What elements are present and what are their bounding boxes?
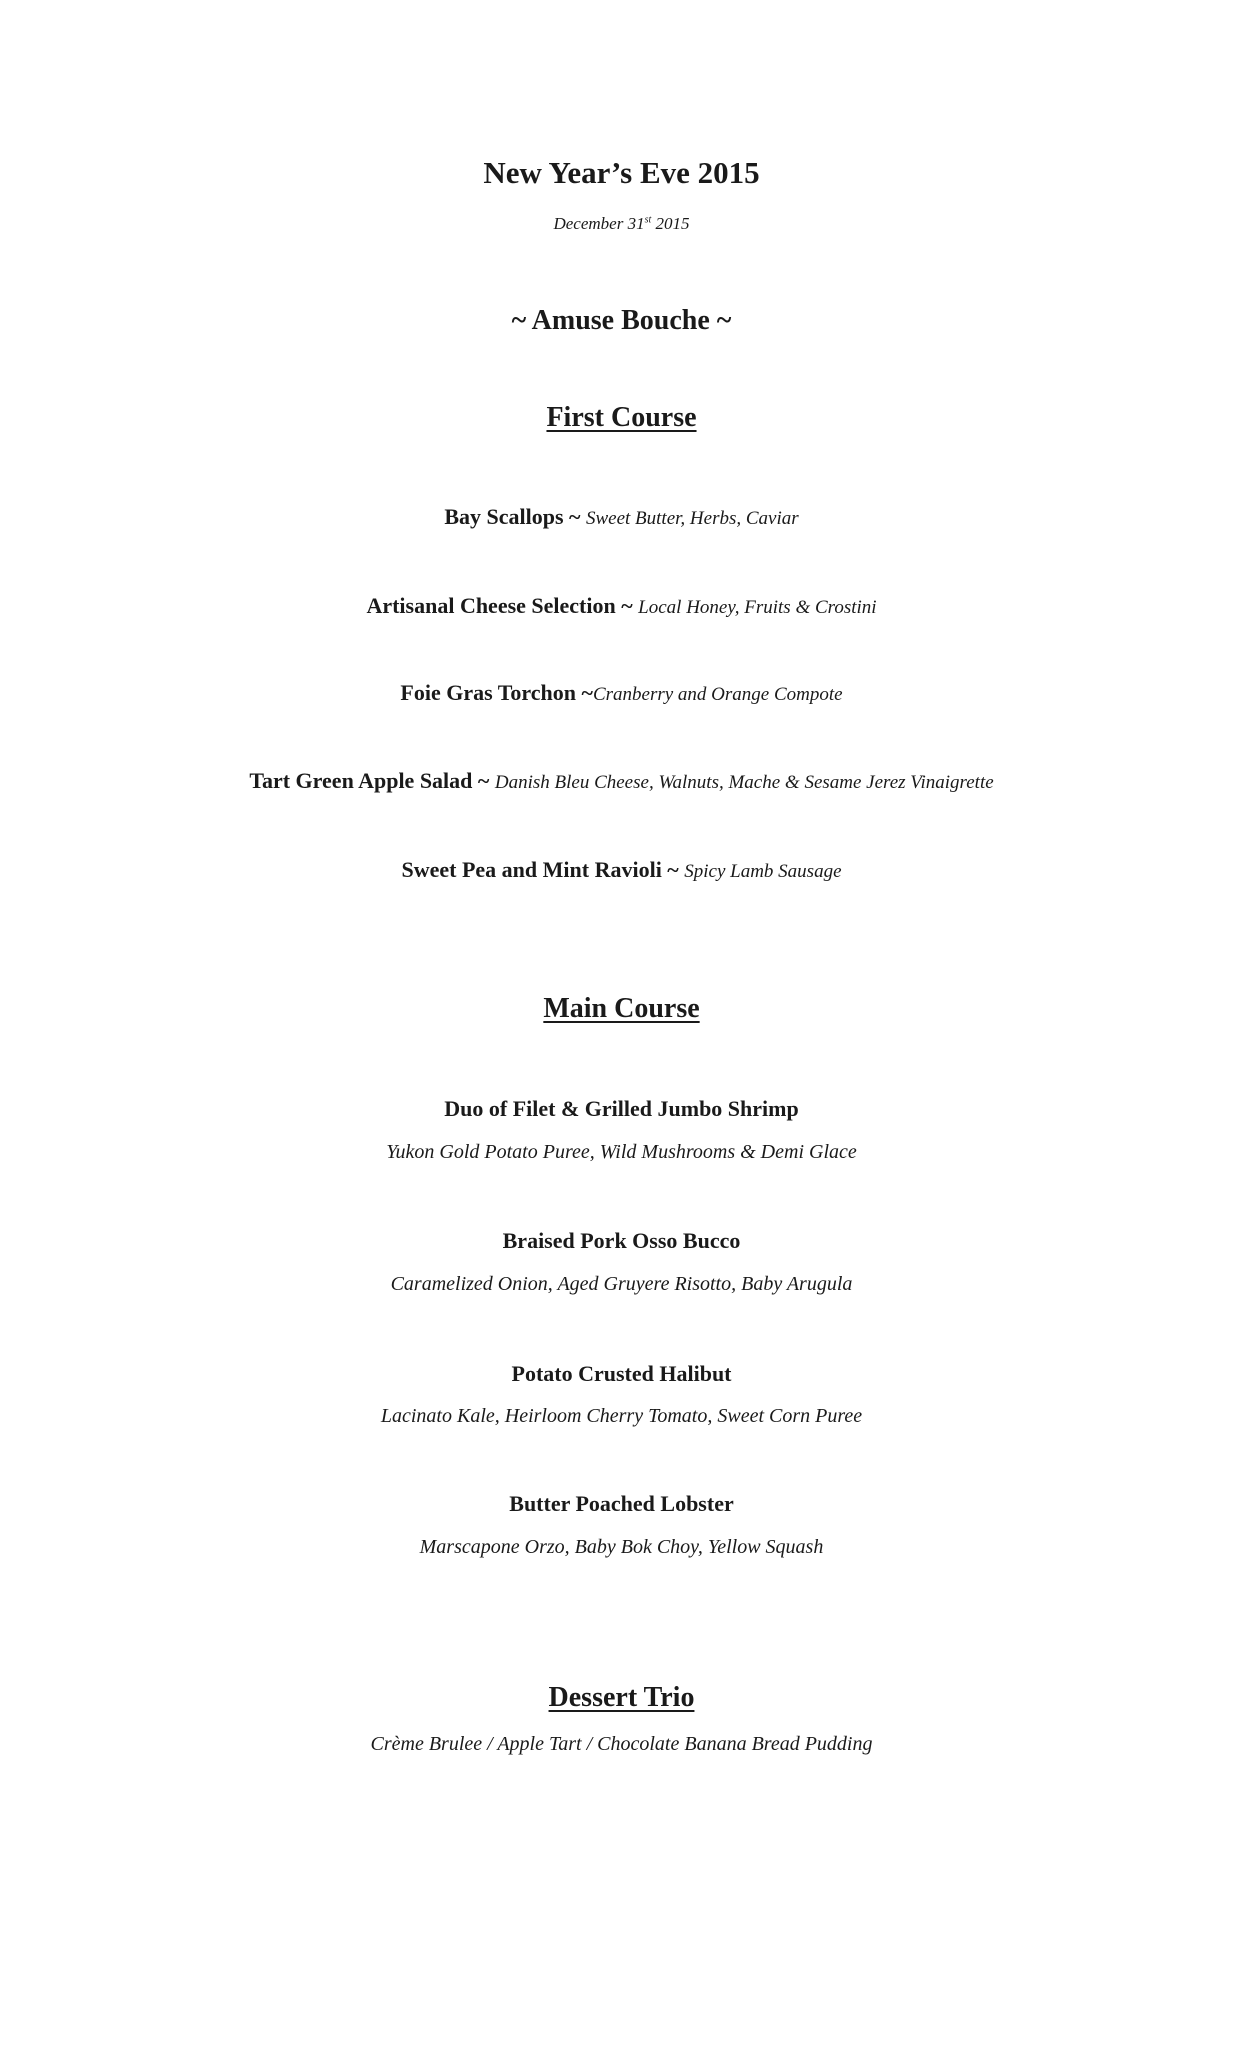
menu-title: New Year’s Eve 2015 <box>483 155 760 190</box>
dessert-heading: Dessert Trio <box>548 1682 695 1713</box>
item-description: Local Honey, Fruits & Crostini <box>638 597 877 618</box>
item-description: Danish Bleu Cheese, Walnuts, Mache & Sesame Jerez Vinaigrette <box>494 772 994 793</box>
dessert-description: Crème Brulee / Apple Tart / Chocolate Banana Bread Pudding <box>370 1733 873 1755</box>
first-course-item <box>0 504 1243 530</box>
item-name: Artisanal Cheese Selection ~ <box>366 593 639 618</box>
main-course-item-name: Potato Crusted Halibut <box>511 1361 732 1386</box>
date-ordinal: st <box>644 214 652 226</box>
menu-date <box>0 214 1243 234</box>
item-name: Bay Scallops ~ <box>444 504 586 529</box>
first-course-item <box>0 593 1243 619</box>
item-description: Sweet Butter, Herbs, Caviar <box>585 508 799 529</box>
first-course-item <box>0 680 1243 706</box>
main-course-heading: Main Course <box>543 993 700 1024</box>
first-course-item <box>0 857 1243 883</box>
main-course-item-name: Duo of Filet & Grilled Jumbo Shrimp <box>444 1096 799 1121</box>
main-course-item-description: Yukon Gold Potato Puree, Wild Mushrooms & Demi Glace <box>386 1141 857 1163</box>
main-course-item-description: Lacinato Kale, Heirloom Cherry Tomato, Sweet Corn Puree <box>380 1405 863 1427</box>
item-name: Sweet Pea and Mint Ravioli ~ <box>401 857 685 882</box>
first-course-item <box>0 768 1243 794</box>
main-course-item-name: Braised Pork Osso Bucco <box>502 1228 741 1253</box>
main-course-item-name: Butter Poached Lobster <box>509 1491 734 1516</box>
date-text: December 31 <box>553 214 645 233</box>
item-description: Spicy Lamb Sausage <box>684 861 842 882</box>
main-course-item-description: Marscapone Orzo, Baby Bok Choy, Yellow Squash <box>419 1536 824 1558</box>
item-name: Foie Gras Torchon ~ <box>400 680 593 705</box>
main-course-item-description: Caramelized Onion, Aged Gruyere Risotto, Baby Arugula <box>390 1273 853 1295</box>
first-course-heading: First Course <box>546 402 697 433</box>
item-name: Tart Green Apple Salad ~ <box>249 768 495 793</box>
date-year: 2015 <box>651 214 690 233</box>
amuse-bouche-heading: ~ Amuse Bouche ~ <box>511 305 732 336</box>
item-description: Cranberry and Orange Compote <box>592 684 843 705</box>
